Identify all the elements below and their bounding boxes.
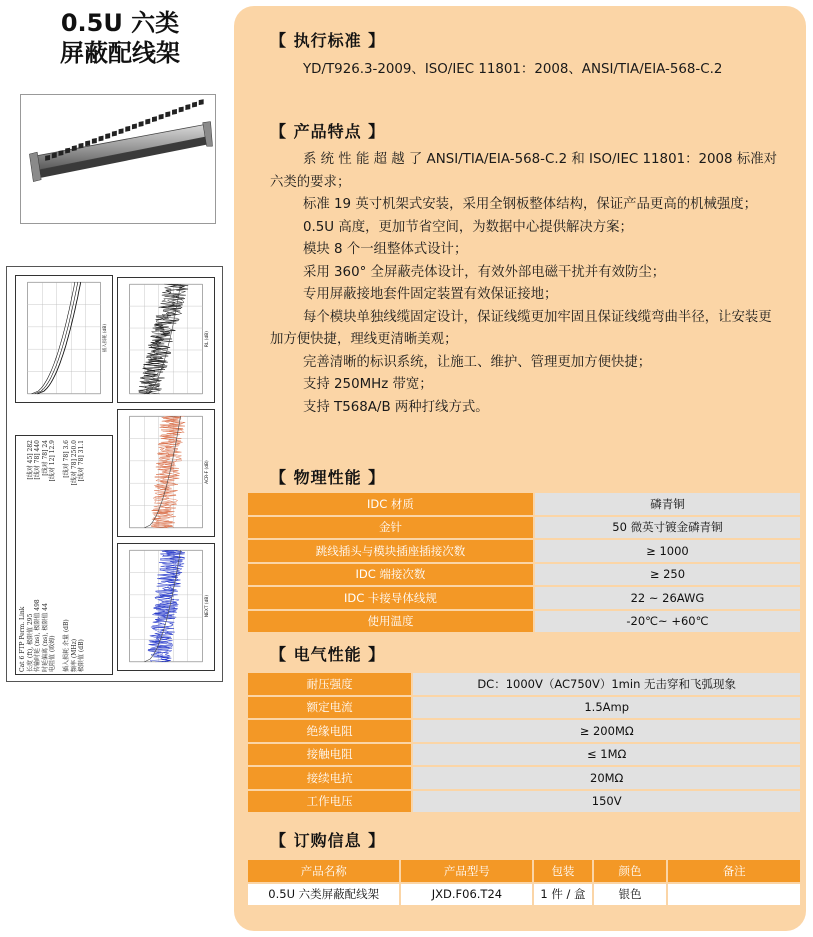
electrical-heading: 【 电气性能 】: [270, 645, 386, 664]
return-loss-plot: [117, 277, 215, 403]
spec-row: [248, 744, 800, 766]
report-label: 频率 (MHz): [70, 638, 78, 672]
spec-key: 绝缘电阻: [248, 720, 411, 742]
plot-frame: [28, 282, 100, 394]
standards-heading: 【 执行标准 】: [270, 31, 386, 50]
spec-key: 额定电流: [248, 697, 411, 719]
title-line-2: 屏蔽配线架: [60, 39, 180, 67]
spec-row: [248, 697, 800, 719]
spec-value: ≥ 1000: [535, 540, 800, 562]
spec-row: [248, 493, 800, 515]
feature-item: 完善清晰的标识系统，让施工、维护、管理更加方便快捷；: [303, 354, 652, 370]
report-row: [49, 440, 57, 672]
port-icon: [125, 126, 130, 132]
plot-axis-label: 插入损耗 (dB): [103, 323, 109, 353]
port-icon: [52, 153, 57, 159]
physical-heading: 【 物理性能 】: [270, 468, 386, 487]
port-icon: [65, 148, 70, 154]
spec-key: 工作电压: [248, 791, 411, 813]
report-value: [线对 78] 31.1: [78, 440, 86, 482]
spec-row: [248, 673, 800, 695]
port-icon: [45, 155, 50, 161]
feature-item: 每个模块单独线缆固定设计，保证线缆更加牢固且保证线缆弯曲半径，让安装更加方便快捷，理线更清晰美观；: [270, 309, 772, 347]
spec-value: DC：1000V（AC750V）1min 无击穿和飞弧现象: [413, 673, 800, 695]
port-icon: [159, 114, 164, 120]
spec-row: [248, 564, 800, 586]
test-report: [6, 266, 223, 682]
order-header-cell: 包装: [534, 860, 591, 882]
port-icon: [139, 121, 144, 127]
spec-row: [248, 791, 800, 813]
report-value: [线对 78] 440: [34, 440, 42, 480]
spec-value: 磷青铜: [535, 493, 800, 515]
measurement-trace: [151, 416, 185, 528]
order-cell: 1 件 / 盒: [534, 884, 591, 906]
order-header-row: [248, 860, 800, 882]
report-row: [34, 440, 42, 672]
port-icon: [92, 138, 97, 144]
report-row: [78, 440, 86, 672]
report-row: [63, 440, 71, 672]
spec-key: 耐压强度: [248, 673, 411, 695]
feature-item: 模块 8 个一组整体式设计；: [303, 242, 468, 257]
port-icon: [179, 107, 184, 113]
spec-key: IDC 卡接导体线规: [248, 587, 533, 609]
port-icon: [152, 116, 157, 122]
plot-axis-label: ACR-F (dB): [205, 460, 211, 484]
report-label: Cat 6 FTP Perm. Link: [19, 606, 26, 672]
report-label: 长度 (ft), 极限值 295: [26, 613, 34, 672]
feature-item: 系 统 性 能 超 越 了 ANSI/TIA/EIA-568-C.2 和 ISO/IEC 11801：2008 标准对六类的要求；: [270, 152, 778, 190]
report-value: [线对 78] 3.6: [62, 440, 70, 478]
spec-key: 金针: [248, 517, 533, 539]
spec-row: [248, 540, 800, 562]
feature-item: 采用 360° 全屏蔽壳体设计，有效外部电磁干扰并有效防尘；: [303, 264, 666, 280]
features-list: [270, 149, 780, 419]
order-cell: 银色: [594, 884, 667, 906]
port-icon: [105, 133, 110, 139]
standards-text: [270, 59, 780, 82]
report-value: [线对 12] 12.9: [49, 440, 57, 482]
spec-value: ≤ 1MΩ: [413, 744, 800, 766]
report-label: 电阻值 (欧姆): [49, 635, 57, 672]
plot-frame: [130, 284, 202, 394]
report-row: [19, 440, 27, 672]
report-label: 时延偏离 (ns), 极限值 44: [41, 603, 49, 672]
spec-value: 50 微英寸镀金磷青铜: [535, 517, 800, 539]
spec-key: IDC 端接次数: [248, 564, 533, 586]
title-line-1: 0.5U 六类: [60, 9, 180, 37]
order-header-cell: 备注: [668, 860, 800, 882]
port-icon: [58, 150, 63, 156]
product-photo: [20, 94, 216, 224]
spec-value: 22 ~ 26AWG: [535, 587, 800, 609]
spec-key: 使用温度: [248, 611, 533, 633]
port-icon: [119, 128, 124, 134]
spec-value: ≥ 200MΩ: [413, 720, 800, 742]
spec-row: [248, 767, 800, 789]
port-icon: [85, 140, 90, 146]
order-header-cell: 产品型号: [401, 860, 532, 882]
report-label: 极限值 (dB): [78, 639, 86, 672]
spec-value: ≥ 250: [535, 564, 800, 586]
feature-item: 支持 250MHz 带宽；: [303, 377, 433, 392]
acr-f-plot: [117, 409, 215, 537]
plot-axis-label: NEXT (dB): [205, 594, 211, 618]
feature-item: 标准 19 英寸机架式安装，采用全钢板整体结构，保证产品更高的机械强度；: [303, 197, 758, 212]
port-icon: [99, 136, 104, 142]
order-table: [246, 858, 802, 907]
test-result-table: [15, 435, 113, 675]
port-icon: [185, 104, 190, 110]
spec-value: -20℃~ +60℃: [535, 611, 800, 633]
report-label: 插入损耗 余量 (dB): [62, 619, 70, 672]
spec-value: 150V: [413, 791, 800, 813]
order-cell: [668, 884, 800, 906]
feature-item: 支持 T568A/B 两种打线方式。: [303, 399, 489, 415]
port-icon: [79, 143, 84, 149]
order-header-cell: 颜色: [594, 860, 667, 882]
patch-panel-image: [21, 95, 215, 223]
port-icon: [199, 99, 204, 105]
port-icon: [112, 131, 117, 137]
order-heading: 【 订购信息 】: [270, 831, 386, 850]
port-icon: [145, 119, 150, 125]
plot-axis-label: RL (dB): [205, 330, 211, 348]
port-icon: [165, 111, 170, 117]
spec-key: 接续电抗: [248, 767, 411, 789]
report-value: [线对 78] 24: [41, 440, 49, 476]
spec-key: 接触电阻: [248, 744, 411, 766]
insertion-loss-plot: [15, 275, 113, 403]
report-value: [线对 45] 282: [26, 440, 34, 480]
spec-value: 20MΩ: [413, 767, 800, 789]
spec-value: 1.5Amp: [413, 697, 800, 719]
physical-table: [246, 491, 802, 634]
order-cell: 0.5U 六类屏蔽配线架: [248, 884, 399, 906]
report-value: [线对 78] 250.0: [70, 440, 78, 486]
spec-row: [248, 611, 800, 633]
next-plot: [117, 543, 215, 671]
port-icon: [192, 102, 197, 108]
order-header-cell: 产品名称: [248, 860, 399, 882]
order-cell: JXD.F06.T24: [401, 884, 532, 906]
spec-row: [248, 587, 800, 609]
feature-item: 0.5U 高度，更加节省空间，为数据中心提供解决方案；: [303, 219, 633, 235]
port-icon: [172, 109, 177, 115]
standards-line: YD/T926.3-2009、ISO/IEC 11801：2008、ANSI/TIA/EIA-568-C.2: [303, 62, 723, 77]
feature-item: 专用屏蔽接地套件固定装置有效保证接地；: [303, 287, 558, 302]
spec-key: 跳线插头与模块插座插接次数: [248, 540, 533, 562]
spec-row: [248, 720, 800, 742]
port-icon: [72, 145, 77, 151]
product-title: [20, 8, 220, 68]
spec-row: [248, 517, 800, 539]
report-label: 传输时延 (ns), 极限值 498: [34, 599, 42, 672]
order-row: [248, 884, 800, 906]
port-icon: [132, 124, 137, 130]
electrical-table: [246, 671, 802, 814]
features-heading: 【 产品特点 】: [270, 122, 386, 141]
spec-key: IDC 材质: [248, 493, 533, 515]
